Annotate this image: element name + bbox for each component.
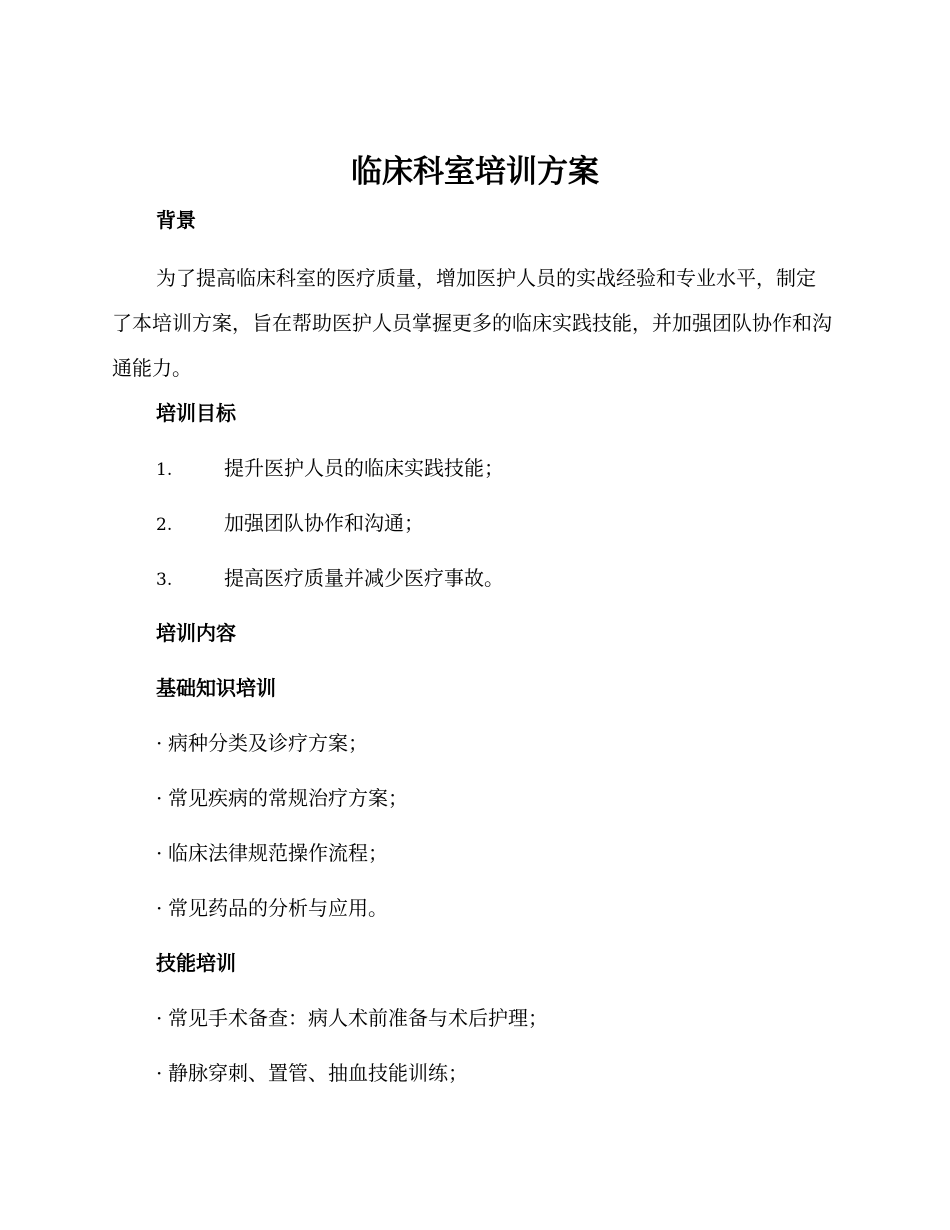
bullet-dot: · bbox=[156, 731, 163, 755]
goal-item-number: 3. bbox=[156, 570, 173, 590]
bullet-dot: · bbox=[156, 1006, 163, 1030]
heading-goals: 培训目标 bbox=[156, 401, 236, 425]
basic-list-item-text: 常见疾病的常规治疗方案； bbox=[168, 786, 408, 810]
basic-list-item bbox=[156, 783, 408, 813]
bullet-dot: · bbox=[156, 786, 163, 810]
goal-item-number: 2. bbox=[156, 515, 173, 535]
goal-item bbox=[156, 508, 424, 540]
basic-list-item bbox=[156, 893, 388, 923]
basic-list-item-text: 病种分类及诊疗方案； bbox=[168, 731, 368, 755]
skills-list-item bbox=[156, 1058, 468, 1088]
bullet-dot: · bbox=[156, 896, 163, 920]
goal-item-text: 提升医护人员的临床实践技能； bbox=[224, 456, 504, 480]
heading-content: 培训内容 bbox=[156, 621, 236, 645]
skills-list-item-text: 常见手术备查：病人术前准备与术后护理； bbox=[168, 1006, 548, 1030]
basic-list-item bbox=[156, 838, 388, 868]
basic-list-item bbox=[156, 728, 368, 758]
background-paragraph: 为了提高临床科室的医疗质量，增加医护人员的实战经验和专业水平，制定了本培训方案，旨在帮助医护人员掌握更多的临床实践技能，并加强团队协作和沟通能力。 bbox=[112, 266, 832, 380]
goal-item-text: 提高医疗质量并减少医疗事故。 bbox=[224, 566, 504, 590]
goal-item-number: 1. bbox=[156, 460, 173, 480]
basic-list-item-text: 常见药品的分析与应用。 bbox=[168, 896, 388, 920]
document-title: 临床科室培训方案 bbox=[351, 154, 599, 190]
goal-item-text: 加强团队协作和沟通； bbox=[224, 511, 424, 535]
skills-list-item bbox=[156, 1003, 548, 1033]
bullet-dot: · bbox=[156, 1061, 163, 1085]
basic-list-item-text: 临床法律规范操作流程； bbox=[168, 841, 388, 865]
skills-list-item-text: 静脉穿刺、置管、抽血技能训练； bbox=[168, 1061, 468, 1085]
goal-item bbox=[156, 563, 504, 595]
goal-item bbox=[156, 453, 504, 485]
heading-basic-knowledge: 基础知识培训 bbox=[156, 676, 276, 700]
bullet-dot: · bbox=[156, 841, 163, 865]
heading-skills: 技能培训 bbox=[156, 951, 236, 975]
heading-background: 背景 bbox=[156, 208, 196, 232]
